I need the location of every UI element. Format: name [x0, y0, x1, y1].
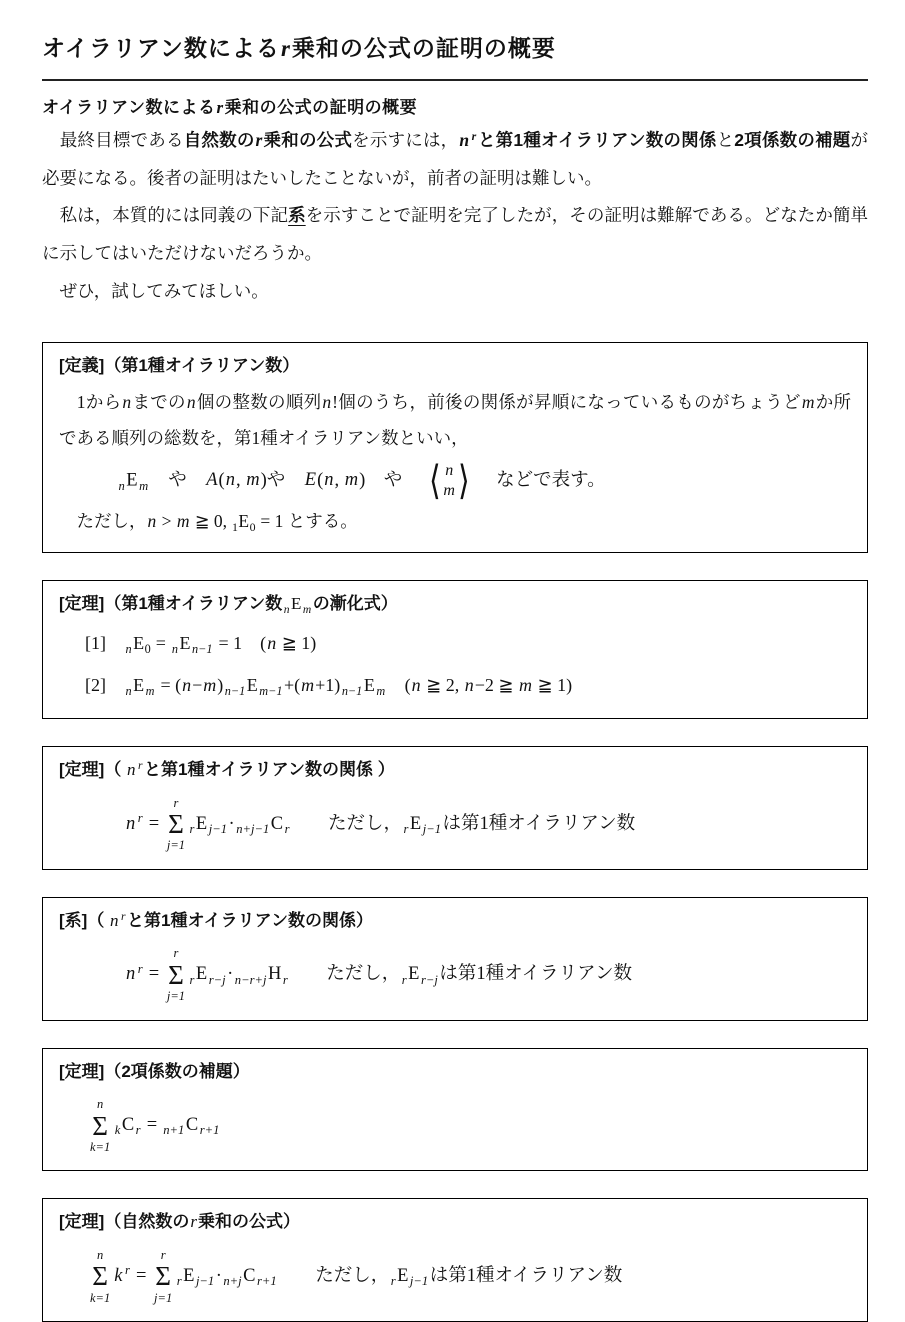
summation-symbol: n Σ k=1: [90, 1247, 111, 1305]
box-header: [系]（ n $^r$と第1種オイラリアン数の関係）: [59, 910, 373, 930]
theorem-box-recurrence: [42, 580, 868, 719]
box-header: [定理]（ n $^r$と第1種オイラリアン数の関係 ）: [59, 759, 395, 780]
theorem-box-power-sum: [42, 1198, 868, 1322]
definition-text: 1からnまでのn個の整数の順列n!個のうち，前後の関係が昇順になっているものがちょうどmか所である順列の総数を，第1種オイラリアン数といい，: [59, 391, 852, 449]
page-title: オイラリアン数によるr乗和の公式の証明の概要: [42, 35, 556, 61]
recurrence-item-2: [2] $_n$E $_m$ = (n−m) $_{n-1}$E $_{m-1}$+(m+1) $_{n-1}$E $_m$ (n ≧ 2, n−2 ≧ m ≧ 1): [85, 674, 573, 699]
box-header: [定理]（自然数のr乗和の公式）: [59, 1212, 300, 1232]
power-sum-formula: n Σ k=1 k $^r$ = r Σ j=1 $_r$E $_{j-1}$· $_{n+j}$C $_{r+1}$ ただし， $_r$E $_{j-1}$は第1種オイラリアン数: [90, 1247, 623, 1305]
paragraph-invitation: ぜひ，試してみてほしい。: [42, 280, 269, 301]
theorem-box-relation: [42, 746, 868, 870]
eulerian-angle-bracket-symbol: ⟨ n m ⟩: [428, 458, 470, 505]
summation-symbol: r Σ j=1: [166, 795, 186, 853]
paragraph-remark: 私は，本質的には同義の下記系を示すことで証明を完了したが，その証明は難解である。どなたか簡単に示してはいただけないだろうか。: [42, 205, 869, 263]
section-heading: オイラリアン数によるr乗和の公式の証明の概要: [42, 98, 418, 117]
definition-box: [42, 342, 868, 553]
relation-formula: n $^r$ = r Σ j=1 $_r$E $_{j-1}$· $_{n+j-1}$C $_r$ ただし， $_r$E $_{j-1}$は第1種オイラリアン数: [126, 795, 636, 853]
title-divider: [42, 79, 868, 81]
lemma-formula: n Σ k=1 $_k$C $_r$ = $_{n+1}$C $_{r+1}$: [90, 1097, 220, 1154]
paragraph-goal: 最終目標である自然数のr乗和の公式を示すには，n $^r$と第1種オイラリアン数の関係と2項係数の補題が必要になる。後者の証明はたいしたことないが，前者の証明は難しい。: [42, 129, 869, 188]
summation-symbol: r Σ j=1: [154, 1247, 173, 1305]
notation-formula: $_n$E $_m$ や A(n, m)や E(n, m) や ⟨ n m ⟩ などで表す。: [118, 458, 606, 505]
summation-symbol: r Σ j=1: [166, 946, 186, 1004]
box-header: [定義]（第1種オイラリアン数）: [59, 356, 300, 376]
definition-note: ただし，n > m ≧ 0, $_1E_0 = 1$ とする。: [59, 511, 358, 535]
theorem-box-binomial-lemma: [42, 1048, 868, 1172]
corollary-box-relation: [42, 897, 868, 1021]
corollary-formula: n $^r$ = r Σ j=1 $_r$E $_{r-j}$· $_{n-r+j}$H $_r$ ただし， $_r$E $_{r-j}$は第1種オイラリアン数: [126, 946, 632, 1004]
summation-symbol: n Σ k=1: [90, 1097, 111, 1154]
recurrence-item-1: [1] $_nE_0 = _nE$ $_{n-1}$ = 1 (n ≧ 1): [85, 632, 317, 656]
box-header: [定理]（2項係数の補題）: [59, 1061, 250, 1081]
box-header: [定理]（第1種オイラリアン数 $_n$E $_m$の漸化式）: [59, 593, 398, 616]
document-header: [42, 30, 868, 81]
intro-paragraphs: [42, 122, 868, 310]
